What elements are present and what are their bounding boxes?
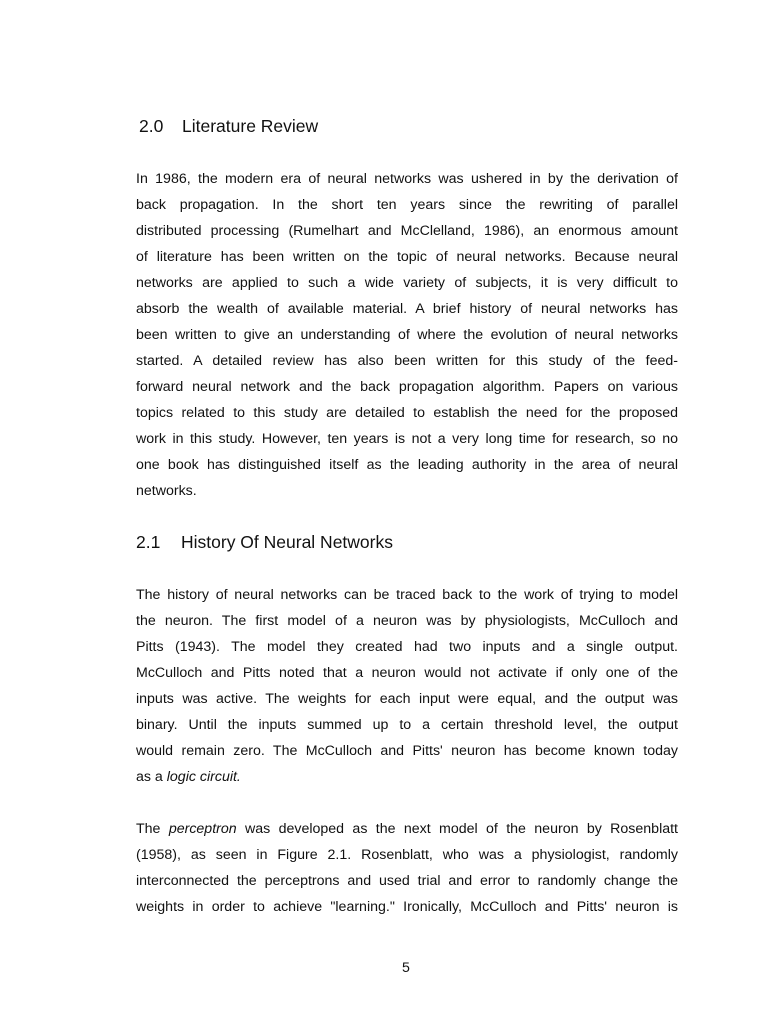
section-number: 2.0: [139, 116, 164, 136]
text-line: The history of neural networks can be traced back to the work of trying to model: [136, 587, 678, 603]
text-line: of literature has been written on the topic of neural networks. Because neural: [136, 249, 678, 265]
text-line: inputs was active. The weights for each input were equal, and the output was: [136, 691, 678, 707]
text-line: [136, 816, 678, 842]
italic-term-perceptron: perceptron: [168, 821, 237, 837]
text-line: absorb the wealth of available material. A brief history of neural networks has: [136, 301, 678, 317]
section-title: Literature Review: [182, 116, 319, 136]
text-line: work in this study. However, ten years is not a very long time for research, so no: [136, 431, 678, 447]
text-line: In 1986, the modern era of neural networks was ushered in by the derivation of: [136, 171, 678, 187]
section-heading-literature-review: [139, 116, 318, 136]
section-title: History Of Neural Networks: [181, 532, 393, 552]
text-line: weights in order to achieve "learning." Ironically, McCulloch and Pitts' neuron is: [136, 899, 678, 915]
text-run: as a: [136, 769, 167, 785]
text-line: the neuron. The first model of a neuron was by physiologists, McCulloch and: [136, 613, 678, 629]
page-number: 5: [402, 960, 410, 976]
text-line: topics related to this study are detailed to establish the need for the proposed: [136, 405, 678, 421]
paragraph-intro: [136, 166, 678, 504]
text-line: (1958), as seen in Figure 2.1. Rosenblatt, who was a physiologist, randomly: [136, 847, 678, 863]
text-line: distributed processing (Rumelhart and McClelland, 1986), an enormous amount: [136, 223, 678, 239]
text-run: The: [136, 821, 169, 837]
text-line: forward neural network and the back propagation algorithm. Papers on various: [136, 379, 678, 395]
paragraph-perceptron: [136, 816, 678, 920]
text-line: binary. Until the inputs summed up to a certain threshold level, the output: [136, 717, 678, 733]
text-line: back propagation. In the short ten years since the rewriting of parallel: [136, 197, 678, 213]
text-run: was developed as the next model of the neuron by Rosenblatt: [236, 821, 678, 837]
text-line: McCulloch and Pitts noted that a neuron would not activate if only one of the: [136, 665, 678, 681]
italic-term-logic-circuit: logic circuit.: [166, 769, 241, 785]
section-heading-history-of-neural-networks: [136, 532, 393, 552]
text-line: would remain zero. The McCulloch and Pitts' neuron has become known today: [136, 743, 678, 759]
text-line: been written to give an understanding of where the evolution of neural networks: [136, 327, 678, 343]
text-line: Pitts (1943). The model they created had two inputs and a single output.: [136, 639, 678, 655]
text-line: interconnected the perceptrons and used trial and error to randomly change the: [136, 873, 678, 889]
section-number: 2.1: [136, 532, 161, 552]
text-line: networks.: [136, 483, 197, 499]
text-line: started. A detailed review has also been written for this study of the feed-: [136, 353, 678, 369]
paragraph-history: [136, 582, 678, 790]
text-line: one book has distinguished itself as the leading authority in the area of neural: [136, 457, 678, 473]
text-line: [136, 764, 678, 790]
text-line: networks are applied to such a wide variety of subjects, it is very difficult to: [136, 275, 678, 291]
